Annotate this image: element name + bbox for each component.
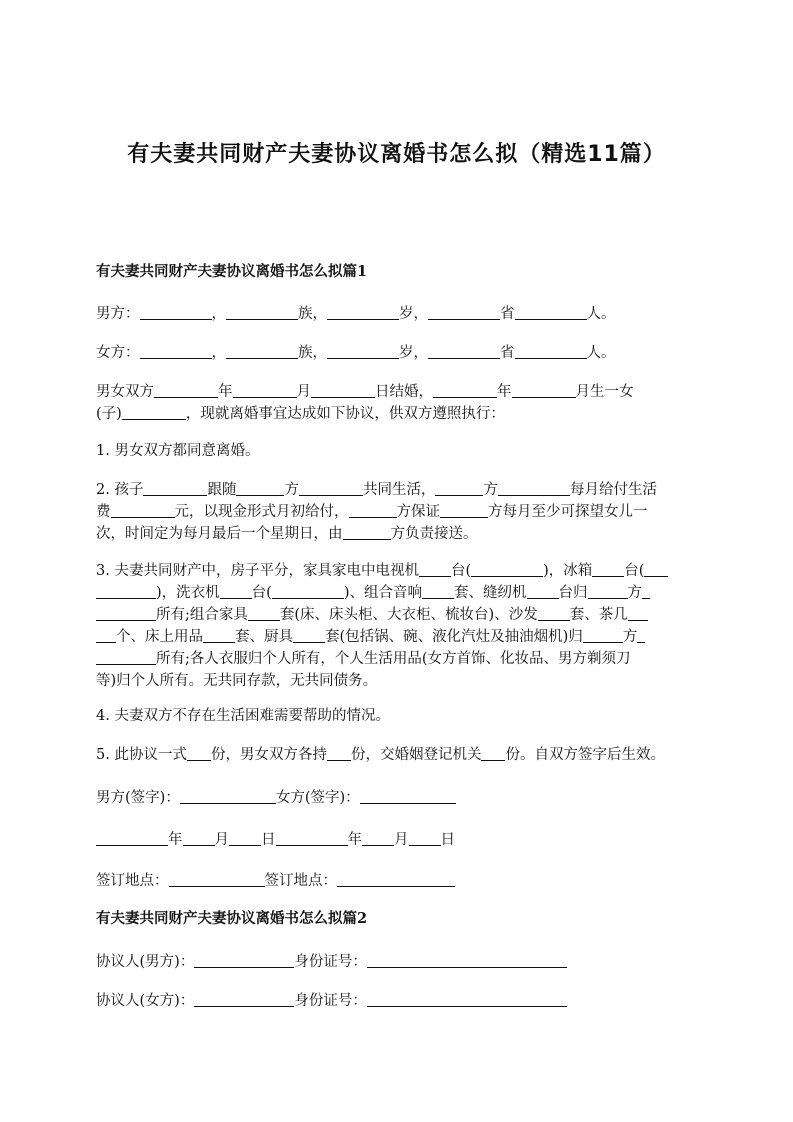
blank-field[interactable] [498,480,570,496]
blank-field[interactable] [337,871,455,887]
blank-field[interactable] [203,627,235,643]
clause-1: 1. 男女双方都同意离婚。 [96,443,260,459]
id-number-field[interactable] [367,991,567,1007]
male-info-line: 男方： ， 族， 岁， 省 人。 [96,306,616,322]
blank-field[interactable] [512,382,576,398]
blank-field[interactable] [343,524,391,540]
blank-field[interactable] [229,830,261,846]
blank-field[interactable] [583,627,623,643]
blank-field[interactable] [327,343,399,359]
document-title: 有夫妻共同财产夫妻协议离婚书怎么拟（精选11篇） [127,142,666,167]
blank-field[interactable] [187,745,211,761]
blank-field[interactable] [140,304,212,320]
blank-field[interactable] [96,605,156,621]
blank-field[interactable] [169,871,265,887]
blank-field[interactable] [272,583,344,599]
party-male-line: 协议人(男方)： 身份证号： [96,951,696,973]
blank-field[interactable] [592,561,624,577]
signature-field[interactable] [360,788,456,804]
clause-5: 5. 此协议一式 份，男女双方各持 份，交婚姻登记机关 份。自双方签字后生效。 [96,747,665,763]
blank-field[interactable] [226,343,298,359]
blank-field[interactable] [515,304,587,320]
blank-field[interactable] [183,830,215,846]
blank-field[interactable] [327,304,399,320]
blank-field[interactable] [644,561,668,577]
blank-field[interactable] [140,343,212,359]
blank-field[interactable] [236,480,284,496]
female-info-line: 女方： ， 族， 岁， 省 人。 [96,345,616,361]
blank-field[interactable] [96,583,156,599]
intro-paragraph: 男女双方 年 月 日结婚， 年 月生一女 (子) ，现就离婚事宜达成如下协议，供双方遵照执行： [96,384,634,422]
signature-field[interactable] [180,788,276,804]
blank-field[interactable] [233,382,297,398]
signature-line: 男方(签字)： 女方(签字)： [96,787,696,809]
blank-field[interactable] [435,480,483,496]
blank-field[interactable] [154,382,218,398]
blank-field[interactable] [122,404,186,420]
blank-field[interactable] [327,745,351,761]
section-heading-2: 有夫妻共同财产夫妻协议离婚书怎么拟篇2 [96,910,368,927]
blank-field[interactable] [588,583,628,599]
blank-field[interactable] [362,830,394,846]
id-number-field[interactable] [367,952,567,968]
blank-field[interactable] [194,952,294,968]
blank-field[interactable] [637,627,645,643]
blank-field[interactable] [515,343,587,359]
blank-field[interactable] [538,605,570,621]
blank-field[interactable] [111,502,175,518]
section-heading-1: 有夫妻共同财产夫妻协议离婚书怎么拟篇1 [96,263,368,280]
signing-place-line: 签订地点： 签订地点： [96,870,696,892]
blank-field[interactable] [143,480,207,496]
blank-field[interactable] [194,991,294,1007]
blank-field[interactable] [276,830,348,846]
blank-field[interactable] [433,382,497,398]
blank-field[interactable] [481,745,505,761]
date-line: 年 月 日 年 月 日 [96,829,696,851]
blank-field[interactable] [96,627,116,643]
blank-field[interactable] [349,502,397,518]
blank-field[interactable] [527,583,559,599]
blank-field[interactable] [299,480,363,496]
blank-field[interactable] [642,583,650,599]
blank-field[interactable] [471,561,543,577]
blank-field[interactable] [440,502,488,518]
blank-field[interactable] [422,583,454,599]
blank-field[interactable] [96,649,156,665]
blank-field[interactable] [419,561,451,577]
clause-3: 3. 夫妻共同财产中，房子平分，家具家电中电视机 台( )，冰箱 台( )，洗衣机 台( )、组合音响 套、缝纫机 台归 方 所有;组合家具 套(床、床头柜、大衣柜、梳妆台)、沙发 套、茶几 个、床上用品 套、厨具 套(包括锅、碗、液化汽灶及抽油烟机)归 方 所有;各人衣服归个人所有，个人生活用品(女方首饰、化妆品、男方剃须刀 等)归个人所有。无共同存款，无共同债务。 [96,560,696,692]
blank-field[interactable] [220,583,252,599]
clause-2: 2. 孩子 跟随 方 共同生活， 方 每月给付生活 费 元，以现金形式月初给付， 方保证 方每月至少可探望女儿一 次，时间定为每月最后一个星期日，由 方负责接送。 [96,482,657,542]
clause-4: 4. 夫妻双方不存在生活困难需要帮助的情况。 [96,708,390,724]
blank-field[interactable] [96,830,168,846]
blank-field[interactable] [226,304,298,320]
party-female-line: 协议人(女方)： 身份证号： [96,990,696,1012]
blank-field[interactable] [409,830,441,846]
blank-field[interactable] [628,605,648,621]
blank-field[interactable] [293,627,325,643]
blank-field[interactable] [428,343,500,359]
blank-field[interactable] [311,382,375,398]
blank-field[interactable] [428,304,500,320]
blank-field[interactable] [248,605,280,621]
